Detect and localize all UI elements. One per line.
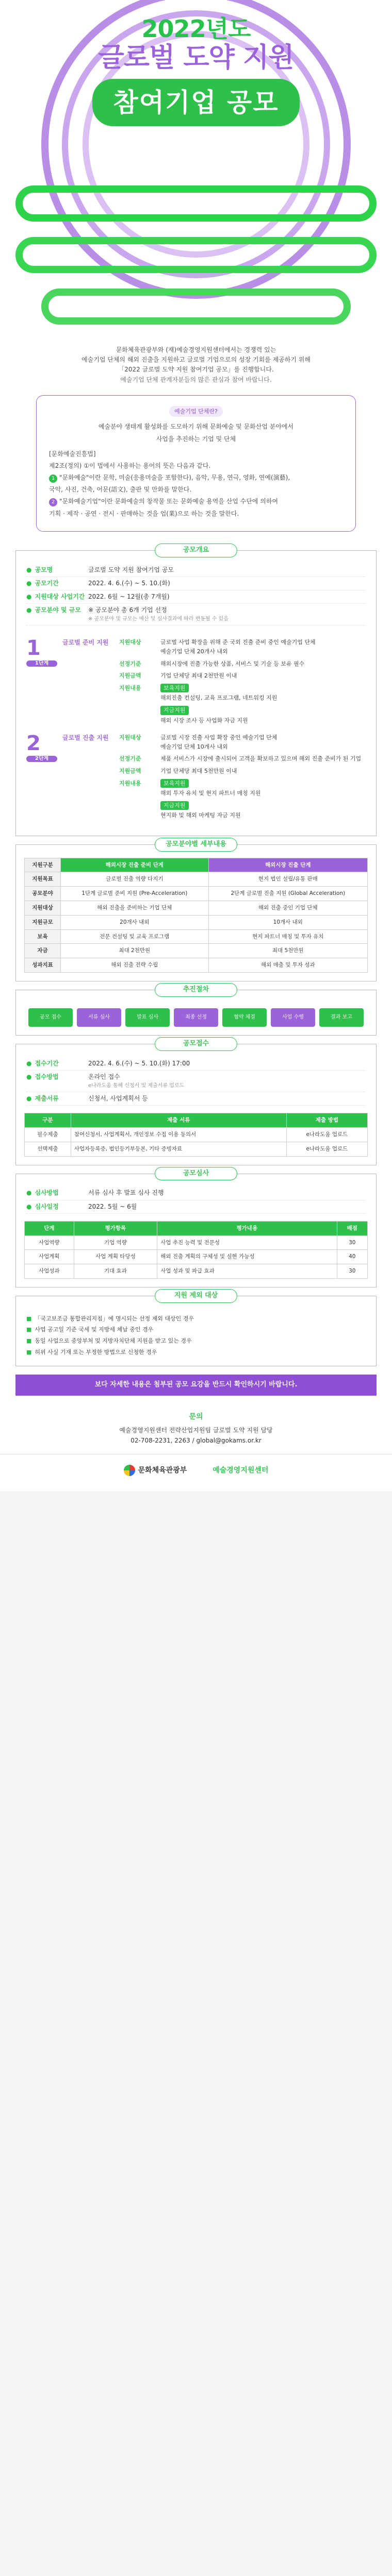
info-note: ※ 공모분야 및 규모는 예산 및 심사결과에 따라 변동될 수 있음 <box>88 616 229 622</box>
table-cell: 필수제출 <box>25 1128 71 1142</box>
field-item <box>119 684 366 703</box>
field-item-value <box>160 659 366 669</box>
section-title: 공모심사 <box>155 1167 237 1181</box>
info-row <box>26 1200 366 1214</box>
table-row <box>25 872 368 887</box>
contact <box>0 1403 392 1454</box>
overview-section <box>15 546 377 836</box>
section-title: 공모분야별 세부내용 <box>155 838 237 852</box>
info-value: 글로벌 도약 지원 참여기업 공모 <box>88 566 174 573</box>
field-item-key: 지원대상 <box>119 639 141 646</box>
field-item-text: 기업 단체당 최대 5천만원 이내 <box>160 767 237 774</box>
field-item <box>119 706 366 725</box>
table-cell: 사업자등록증, 법인등기부등본, 기타 증빙자료 <box>71 1142 286 1156</box>
info-row <box>26 564 366 577</box>
intro-text: 문화체육관광부와 (재)예술경영지원센터에서는 경쟁력 있는 <box>116 346 276 353</box>
table-cell: 사업계획 <box>25 1250 74 1264</box>
table-row <box>25 1128 368 1142</box>
info-row <box>26 1187 366 1200</box>
table-cell: 2단계 글로벌 진출 지원 (Global Acceleration) <box>208 887 367 901</box>
exclusion-item: ■ 허위 사실 기재 또는 부정한 방법으로 신청한 경우 <box>26 1348 366 1357</box>
field-item <box>119 659 366 669</box>
table-cell: 해외 진출을 준비하는 기업 단체 <box>61 901 209 916</box>
field-number: 1 1단계 <box>26 638 62 728</box>
info-row <box>26 1057 366 1071</box>
review-section <box>15 1169 377 1287</box>
field-item-value <box>160 754 366 764</box>
field-item <box>119 801 366 820</box>
field-item-value <box>160 767 366 776</box>
overview-rows <box>16 564 376 633</box>
info-value: 2022. 4. 6.(수) ~ 5. 10.(화) <box>88 579 170 587</box>
table-cell: 지원규모 <box>25 915 61 929</box>
section-title: 지원 제외 대상 <box>155 1289 237 1303</box>
field-name: 글로벌 진출 지원 <box>62 734 109 742</box>
info-key: ● 제출서류 <box>26 1094 88 1104</box>
table-cell: e나라도움 업로드 <box>286 1128 367 1142</box>
field-item <box>119 733 366 751</box>
field-item-highlight: 지금지원 <box>160 706 189 715</box>
table-cell: 30 <box>337 1264 367 1279</box>
field-item-text: 글로벌 시장 진출 사업 확장 중인 예술기업 단체 <box>160 734 277 741</box>
field-item-value <box>160 801 366 820</box>
info-key: ● 공모기간 <box>26 579 88 588</box>
field-item-key: 지원금액 <box>119 672 141 680</box>
field-item-key: 지원내용 <box>119 779 141 787</box>
table-header: 단계 <box>25 1221 74 1235</box>
process-step: 협약 체결 <box>222 1008 267 1027</box>
info-row <box>26 1092 366 1106</box>
process-step: 결과 보고 <box>319 1008 364 1027</box>
field-item-text: 현지화 및 해외 마케팅 자금 지원 <box>160 812 241 819</box>
table-cell: 1단계 글로벌 준비 지원 (Pre-Acceleration) <box>61 887 209 901</box>
field-item-highlight: 지금지원 <box>160 801 189 810</box>
field-item-text: 해외 시장 조사 등 사업화 자금 지원 <box>160 717 248 724</box>
notice-banner: 보다 자세한 내용은 첨부된 공모 요강을 반드시 확인하시기 바랍니다. <box>15 1375 377 1396</box>
field-item-value <box>160 638 366 656</box>
table-cell: 지원대상 <box>25 901 61 916</box>
table-header: 구분 <box>25 1113 71 1128</box>
field-item <box>119 671 366 681</box>
field-item-key: 지원금액 <box>119 767 141 774</box>
definition-box <box>36 395 356 532</box>
table-cell: 해외 진출 중인 기업 단체 <box>208 901 367 916</box>
taegeuk-icon <box>124 1465 135 1476</box>
info-row <box>26 604 366 625</box>
table-header: 해외시장 진출 단계 <box>208 858 367 872</box>
contact-text: 예술경영지원센터 전략산업지원팀 글로벌 도약 지원 담당 <box>119 1427 273 1434</box>
hero-title <box>0 0 392 74</box>
table-cell: 해외 매출 및 투자 성과 <box>208 958 367 973</box>
process-step: 사업 수행 <box>271 1008 315 1027</box>
exclusion-item: ■ 동일 사업으로 중앙부처 및 지방자치단체 지원을 받고 있는 경우 <box>26 1336 366 1346</box>
table-cell: 보육 <box>25 929 61 944</box>
info-value: 2022. 6월 ~ 12월(총 7개월) <box>88 593 170 601</box>
hero-title-year: 2022년도 <box>141 15 251 43</box>
field-item-text: 해외진출 컨설팅, 교육 프로그램, 네트워킹 지원 <box>160 694 277 702</box>
table-cell: 사업 추진 능력 및 전문성 <box>157 1235 337 1250</box>
field-item <box>119 638 366 656</box>
process-step: 공모 접수 <box>28 1008 73 1027</box>
table-row <box>25 944 368 958</box>
process-step: 발표 심사 <box>125 1008 170 1027</box>
decor-bar <box>15 185 377 222</box>
law-text: 기획 · 제작 · 공연 · 전시 · 판매하는 것을 업(業)으로 하는 것을 말한다. <box>49 510 239 517</box>
table-cell: 해외 진출 계획의 구체성 및 실현 가능성 <box>157 1250 337 1264</box>
info-key: ● 접수방법 <box>26 1072 88 1090</box>
table-cell: 성과지표 <box>25 958 61 973</box>
info-key: ● 지원대상 사업기간 <box>26 592 88 602</box>
table-cell: 공모분야 <box>25 887 61 901</box>
exclusion-item: ■ 사업 공고일 기준 국세 및 지방세 체납 중인 경우 <box>26 1325 366 1334</box>
intro-text: 예술기업 단체 관계자분들의 많은 관심과 참여 바랍니다. <box>120 376 272 383</box>
exclusion-item: ■ 「국고보조금 통합관리지침」에 명시되는 선정 제외 대상인 경우 <box>26 1314 366 1324</box>
table-row <box>25 901 368 916</box>
fields <box>16 633 376 836</box>
table-header: 제출 서류 <box>71 1113 286 1128</box>
table-header: 제출 방법 <box>286 1113 367 1128</box>
ministry-logo: 문화체육관광부 <box>124 1465 187 1476</box>
hero-title-main: 글로벌 도약 지원 <box>98 42 294 73</box>
table-cell: 20개사 내외 <box>61 915 209 929</box>
table-cell: 현지 파트너 매칭 및 투자 유치 <box>208 929 367 944</box>
number-2-icon: 2 <box>49 498 57 506</box>
field-stage: 2단계 <box>26 756 57 762</box>
compare-table <box>24 858 368 973</box>
field-item-value <box>160 706 366 725</box>
field-item-key: 선정기준 <box>119 660 141 667</box>
field-body <box>119 733 366 823</box>
table-row <box>25 887 368 901</box>
table-cell: e나라도움 업로드 <box>286 1142 367 1156</box>
info-row <box>26 590 366 604</box>
field-item-key: 지원내용 <box>119 684 141 691</box>
info-key: ● 공모명 <box>26 565 88 575</box>
info-row <box>26 1071 366 1092</box>
hero-banner <box>0 0 392 330</box>
table-cell: 기업 역량 <box>74 1235 157 1250</box>
field-item-highlight: 보육지원 <box>160 684 189 693</box>
kams-logo: 예술경영지원센터 <box>213 1466 269 1475</box>
footer <box>0 1454 392 1492</box>
intro-text: 「2022 글로벌 도약 지원 참여기업 공모」를 진행합니다. <box>118 366 274 374</box>
process-section <box>15 986 377 1036</box>
table-cell: 사업 계획 타당성 <box>74 1250 157 1264</box>
field-block <box>26 638 366 728</box>
table-row <box>25 958 368 973</box>
field-block <box>26 733 366 823</box>
field-body <box>119 638 366 728</box>
table-cell: 지원목표 <box>25 872 61 887</box>
contact-text: 02-708-2231, 2263 / global@gokams.or.kr <box>130 1436 262 1444</box>
info-note: e나라도움 통해 신청서 및 제출서류 업로드 <box>88 1083 185 1089</box>
table-cell: 현지 법인 설립/유통 판매 <box>208 872 367 887</box>
info-key: ● 심사방법 <box>26 1188 88 1198</box>
info-key: ● 심사일정 <box>26 1202 88 1212</box>
info-value: 2022. 5월 ~ 6월 <box>88 1202 137 1210</box>
table-cell: 사업역량 <box>25 1235 74 1250</box>
apply-section <box>15 1039 377 1165</box>
table-cell: 자금 <box>25 944 61 958</box>
table-cell: 사업성과 <box>25 1264 74 1279</box>
law-item: 2 "문화예술기업"이란 문화예술의 창작물 또는 문화예술 용역을 산업 수단에 의하여 <box>49 497 343 506</box>
table-header: 평가내용 <box>157 1221 337 1235</box>
field-stage: 1단계 <box>26 660 57 667</box>
field-item-highlight: 보육지원 <box>160 779 189 788</box>
exclusion-section <box>15 1291 377 1366</box>
documents-table <box>24 1113 368 1156</box>
review-rows <box>16 1187 376 1221</box>
field-item-key <box>119 801 160 820</box>
field-item-key <box>119 706 160 725</box>
field-item-text: 해외시장에 진출 가능한 상품, 서비스 및 기술 등 보유 필수 <box>160 660 305 667</box>
field-item-text: 제품 서비스가 시장에 출시되어 고객을 확보하고 있으며 해외 진출 준비가 된 기업 <box>160 755 362 762</box>
table-header: 해외시장 진출 준비 단계 <box>61 858 209 872</box>
info-key: ● 접수기간 <box>26 1059 88 1069</box>
field-item-text: 기업 단체당 최대 2천만원 이내 <box>160 672 237 680</box>
law-text: 제2조(정의) ①이 법에서 사용하는 용어의 뜻은 다음과 같다. <box>49 462 211 469</box>
process-steps <box>16 1003 376 1035</box>
table-header: 지원구분 <box>25 858 61 872</box>
compare-section <box>15 840 377 981</box>
law-item: 1 "문화예술"이란 문학, 미술(응용미술을 포함한다), 음악, 무용, 연극, 영화, 연예(演藝), <box>49 473 343 483</box>
table-row <box>25 1235 368 1250</box>
number-1-icon: 1 <box>49 474 57 483</box>
field-item-note: 예술기업 단체 20개사 내외 <box>160 648 228 655</box>
definition-text: 사업을 추진하는 기업 및 단체 <box>156 435 236 443</box>
table-cell: 최대 5천만원 <box>208 944 367 958</box>
info-value: 온라인 접수 e나라도움 통해 신청서 및 제출서류 업로드 <box>88 1072 366 1090</box>
info-value: 2022. 4. 6.(수) ~ 5. 10.(화) 17:00 <box>88 1059 190 1067</box>
info-value: ※ 공모분야 총 6개 기업 선정 ※ 공모분야 및 규모는 예산 및 심사결과에 따라 변동될 수 있음 <box>88 605 366 623</box>
section-title: 공모개요 <box>155 544 237 557</box>
info-value: 서류 심사 후 발표 심사 진행 <box>88 1189 164 1197</box>
table-row <box>25 1250 368 1264</box>
field-item-value <box>160 671 366 681</box>
section-title: 공모접수 <box>155 1037 237 1051</box>
field-item-text: 글로벌 사업 확장을 위해 준 국외 진출 준비 중인 예술기업 단체 <box>160 639 316 646</box>
field-item-value <box>160 684 366 703</box>
field-item <box>119 767 366 776</box>
exclusion-list <box>16 1309 376 1366</box>
info-row <box>26 577 366 590</box>
intro-text: 예술기업 단체의 해외 진출을 지원하고 글로벌 기업으로의 성장 기회를 제공하기 위해 <box>81 356 311 364</box>
law-title: [문화예술진흥법] <box>49 450 96 457</box>
field-number: 2 2단계 <box>26 733 62 823</box>
section-title: 추진절차 <box>155 983 237 997</box>
process-step: 서류 심사 <box>77 1008 121 1027</box>
field-item <box>119 779 366 798</box>
law-text: 국악, 사진, 건축, 어문(語文), 출판 및 만화를 말한다. <box>49 486 192 494</box>
table-row <box>25 915 368 929</box>
apply-rows <box>16 1057 376 1113</box>
field-item-value <box>160 733 366 751</box>
table-cell: 사업 성과 및 파급 효과 <box>157 1264 337 1279</box>
table-cell: 최대 2천만원 <box>61 944 209 958</box>
table-header: 배점 <box>337 1221 367 1235</box>
field-item-value <box>160 779 366 798</box>
definition-tag: 예술기업 단체란? <box>169 406 223 417</box>
decor-bar <box>15 237 377 273</box>
table-row <box>25 929 368 944</box>
table-row <box>25 1264 368 1279</box>
field-item-key: 선정기준 <box>119 755 141 762</box>
intro <box>0 330 392 542</box>
info-value: 신청서, 사업계획서 등 <box>88 1095 148 1103</box>
process-step: 최종 선정 <box>174 1008 218 1027</box>
hero-title-pill: 참여기업 공모 <box>92 79 299 126</box>
table-cell: 기대 효과 <box>74 1264 157 1279</box>
table-cell: 30 <box>337 1235 367 1250</box>
decor-bar <box>41 289 351 325</box>
field-item-key: 지원대상 <box>119 734 141 741</box>
field-name: 글로벌 준비 지원 <box>62 639 109 647</box>
definition-text: 예술분야 생태계 활성화를 도모하기 위해 문화예술 및 문화산업 분야에서 <box>98 423 294 431</box>
table-cell: 해외 진출 전략 수립 <box>61 958 209 973</box>
field-item-text: 해외 투자 유치 및 현지 파트너 매칭 지원 <box>160 790 261 797</box>
field-item-note: 예술기업 단체 10개사 내외 <box>160 743 228 750</box>
table-row <box>25 1142 368 1156</box>
table-cell: 전문 컨설팅 및 교육 프로그램 <box>61 929 209 944</box>
table-cell: 선택제출 <box>25 1142 71 1156</box>
review-table <box>24 1221 368 1279</box>
contact-title: 문의 <box>189 1412 203 1421</box>
field-item <box>119 754 366 764</box>
table-cell: 40 <box>337 1250 367 1264</box>
table-cell: 10개사 내외 <box>208 915 367 929</box>
table-cell: 참여신청서, 사업계획서, 개인정보 수집 이용 동의서 <box>71 1128 286 1142</box>
table-cell: 글로벌 진출 역량 다지기 <box>61 872 209 887</box>
info-key: ● 공모분야 및 규모 <box>26 605 88 623</box>
table-header: 평가항목 <box>74 1221 157 1235</box>
